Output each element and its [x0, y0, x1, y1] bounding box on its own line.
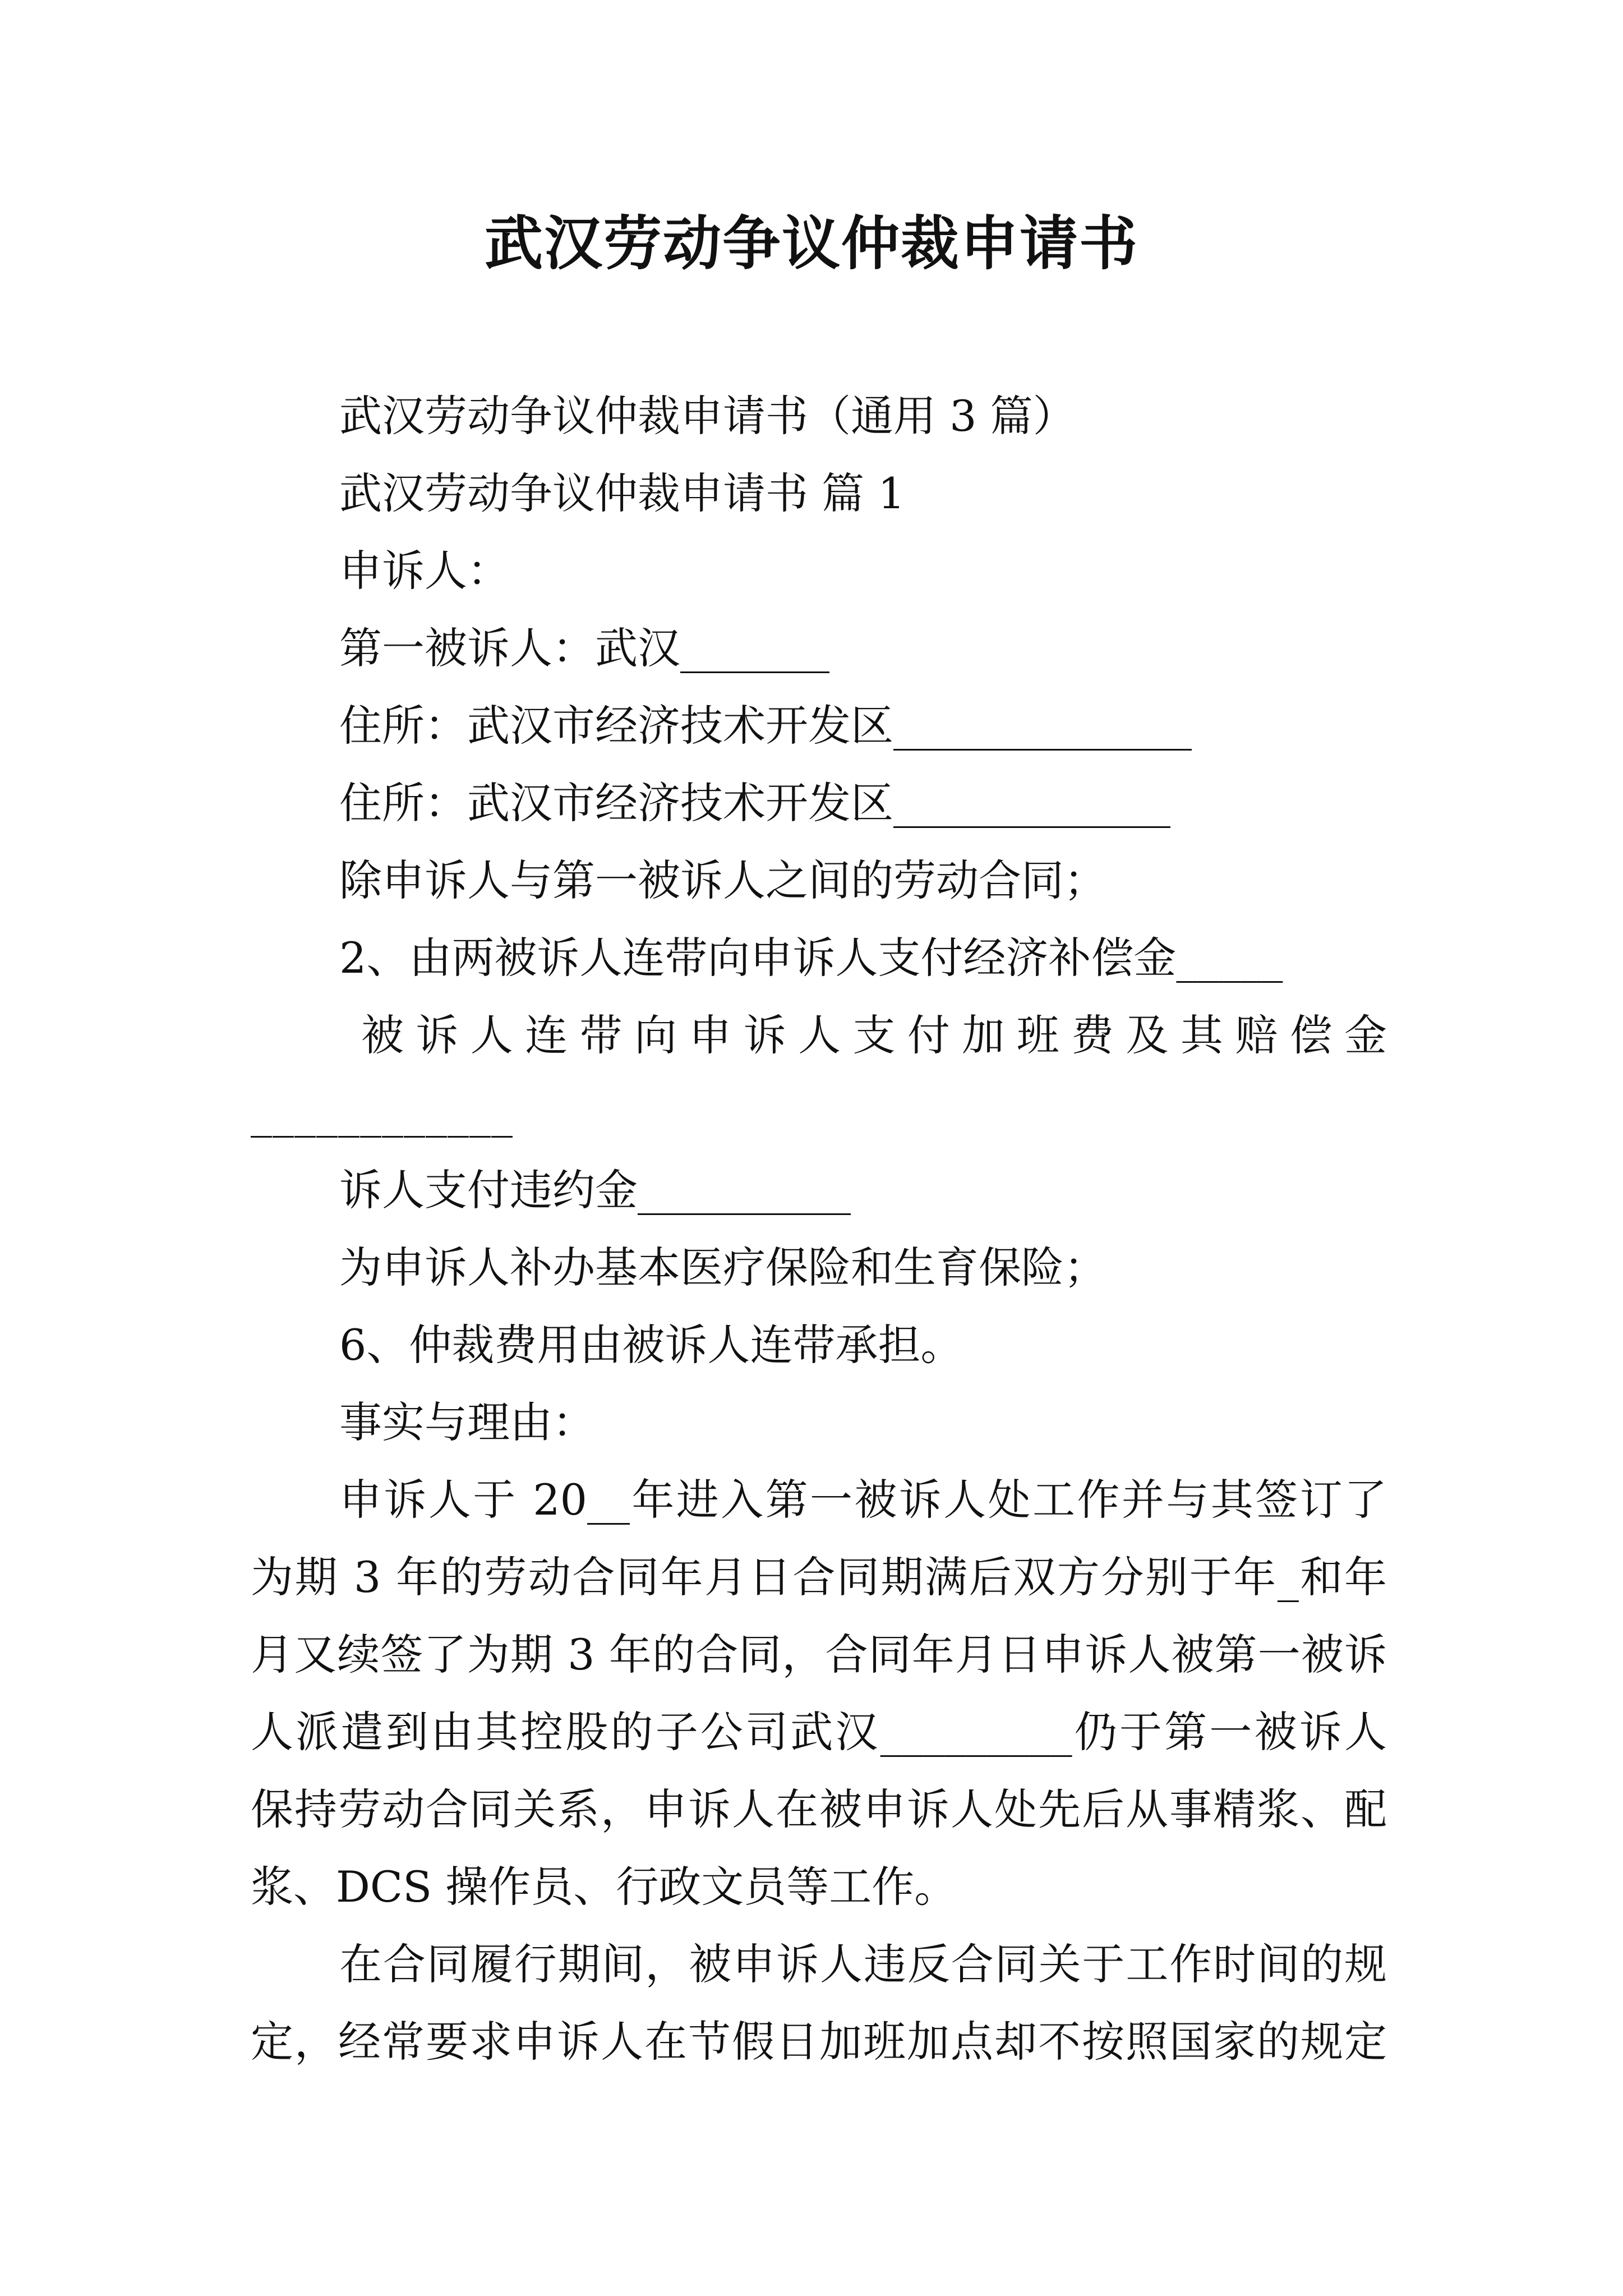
- claim-blank-line: ____________: [251, 1088, 513, 1138]
- paragraph-line: 月又续签了为期 3 年的合同，合同年月日申诉人被第一被诉: [251, 1630, 1387, 1680]
- page-title: 武汉劳动争议仲裁申请书: [484, 209, 1138, 278]
- paragraph-line: 申诉人于 20__年进入第一被诉人处工作并与其签订了: [339, 1475, 1387, 1525]
- complainant-label: 申诉人：: [339, 546, 510, 596]
- paragraph-line: 定，经常要求申诉人在节假日加班加点却不按照国家的规定: [251, 2017, 1387, 2067]
- claim-item: 诉人支付违约金__________: [339, 1165, 851, 1215]
- address-line: 住所：武汉市经济技术开发区_____________: [339, 778, 1170, 828]
- facts-heading: 事实与理由：: [339, 1397, 595, 1447]
- claim-item: 除申诉人与第一被诉人之间的劳动合同；: [339, 855, 1106, 905]
- document-subtitle: 武汉劳动争议仲裁申请书（通用 3 篇）: [339, 391, 1076, 441]
- paragraph-line: 人派遣到由其控股的子公司武汉_________仍于第一被诉人: [251, 1707, 1387, 1757]
- claim-item: 为申诉人补办基本医疗保险和生育保险；: [339, 1243, 1106, 1292]
- respondent-line: 第一被诉人：武汉_______: [339, 623, 829, 673]
- claim-item: 2、由两被诉人连带向申诉人支付经济补偿金_____: [339, 933, 1283, 983]
- paragraph-line: 在合同履行期间，被申诉人违反合同关于工作时间的规: [339, 1939, 1387, 1989]
- address-line: 住所：武汉市经济技术开发区______________: [339, 701, 1192, 751]
- part-label: 武汉劳动争议仲裁申请书 篇 1: [339, 468, 905, 518]
- claim-item: 6、仲裁费用由被诉人连带承担。: [339, 1320, 963, 1370]
- paragraph-line: 保持劳动合同关系，申诉人在被申诉人处先后从事精浆、配: [251, 1784, 1387, 1834]
- document-body: [251, 378, 1387, 2081]
- paragraph-line: 浆、DCS 操作员、行政文员等工作。: [251, 1862, 957, 1912]
- paragraph-line: 为期 3 年的劳动合同年月日合同期满后双方分别于年_和年: [251, 1552, 1387, 1602]
- claim-item: 被诉人连带向申诉人支付加班费及其赔偿金: [361, 1010, 1387, 1060]
